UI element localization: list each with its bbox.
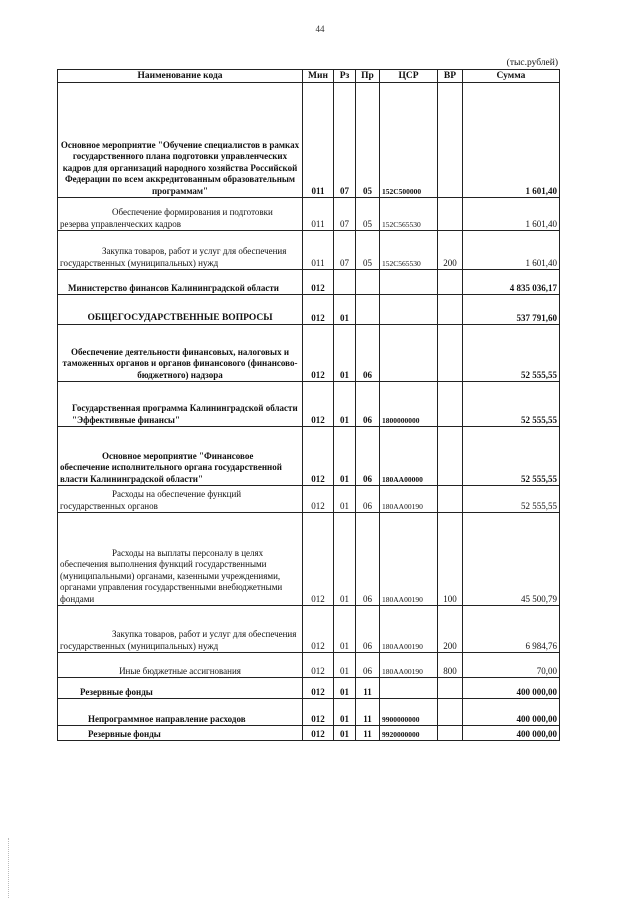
row-vr [438,382,463,427]
row-vr: 800 [438,653,463,678]
header-name: Наименование кода [58,70,303,83]
row-name: Иные бюджетные ассигнования [58,653,303,678]
budget-table [57,69,560,741]
table-row [58,678,560,699]
row-vr: 200 [438,231,463,270]
row-min: 012 [303,678,334,699]
row-name: Обеспечение деятельности финансовых, налоговых и таможенных органов и органов финансового (финансово-бюджетного) надзора [58,325,303,382]
row-rz: 01 [334,513,356,606]
row-csr: 9900000000 [380,699,438,726]
row-pr: 06 [356,606,380,653]
row-name: Государственная программа Калининградской области "Эффективные финансы" [58,382,303,427]
header-sum: Сумма [463,70,560,83]
row-csr: 180АА00190 [380,606,438,653]
header-rz: Рз [334,70,356,83]
row-min: 011 [303,231,334,270]
row-vr [438,295,463,325]
row-vr [438,486,463,513]
table-row [58,486,560,513]
row-rz: 01 [334,486,356,513]
row-vr [438,699,463,726]
table-row [58,325,560,382]
row-rz: 01 [334,325,356,382]
row-rz: 01 [334,726,356,741]
row-sum: 45 500,79 [463,513,560,606]
row-vr [438,678,463,699]
header-row [58,70,560,83]
row-sum: 1 601,40 [463,231,560,270]
row-csr: 152C500000 [380,83,438,198]
units-label: (тыс.рублей) [506,58,558,68]
row-vr [438,83,463,198]
row-min: 012 [303,726,334,741]
table-row [58,427,560,486]
row-name: Закупка товаров, работ и услуг для обеспечения государственных (муниципальных) нужд [58,231,303,270]
row-sum: 1 601,40 [463,198,560,231]
table-row [58,231,560,270]
table-row [58,653,560,678]
table-row [58,606,560,653]
row-csr [380,325,438,382]
row-csr: 180АА00190 [380,653,438,678]
row-rz: 01 [334,427,356,486]
row-name: Непрограммное направление расходов [58,699,303,726]
row-csr: 9920000000 [380,726,438,741]
table-row [58,83,560,198]
row-name: Расходы на выплаты персоналу в целях обеспечения выполнения функций государственными (муниципальными) органами, казенными учреждениями, органами управления государственными внебюджетными фондами [58,513,303,606]
row-sum: 1 601,40 [463,83,560,198]
header-csr: ЦСР [380,70,438,83]
row-min: 012 [303,606,334,653]
row-sum: 400 000,00 [463,726,560,741]
row-pr: 06 [356,427,380,486]
row-min: 011 [303,83,334,198]
row-sum: 52 555,55 [463,427,560,486]
row-pr [356,270,380,295]
row-pr: 05 [356,83,380,198]
row-pr: 06 [356,325,380,382]
row-csr [380,270,438,295]
table-row [58,382,560,427]
row-name: ОБЩЕГОСУДАРСТВЕННЫЕ ВОПРОСЫ [58,295,303,325]
row-name: Резервные фонды [58,726,303,741]
row-vr [438,427,463,486]
page-number: 44 [315,24,325,34]
row-min: 012 [303,382,334,427]
table-row [58,513,560,606]
row-sum: 52 555,55 [463,325,560,382]
row-rz: 07 [334,198,356,231]
row-name: Основное мероприятие "Финансовое обеспечение исполнительного органа государственной власти Калининградской области" [58,427,303,486]
row-pr: 05 [356,231,380,270]
row-vr [438,325,463,382]
row-sum: 4 835 036,17 [463,270,560,295]
row-sum: 52 555,55 [463,486,560,513]
row-min: 012 [303,270,334,295]
row-csr [380,678,438,699]
row-pr: 05 [356,198,380,231]
table-row [58,270,560,295]
row-min: 012 [303,486,334,513]
table-row [58,198,560,231]
row-csr: 180АА00190 [380,513,438,606]
row-name: Основное мероприятие "Обучение специалистов в рамках государственного плана подготовки управленческих кадров для организаций народного хозяйства Российской Федерации по всем аккредитованным образовательным программам" [58,83,303,198]
row-pr: 11 [356,699,380,726]
row-pr: 11 [356,726,380,741]
row-pr: 06 [356,513,380,606]
row-name: Закупка товаров, работ и услуг для обеспечения государственных (муниципальных) нужд [58,606,303,653]
row-csr: 180АА00000 [380,427,438,486]
row-vr: 200 [438,606,463,653]
row-pr: 06 [356,382,380,427]
row-rz: 01 [334,382,356,427]
row-min: 012 [303,653,334,678]
row-rz: 01 [334,606,356,653]
scan-edge-mark [8,838,10,898]
header-pr: Пр [356,70,380,83]
row-name: Расходы на обеспечение функций государственных органов [58,486,303,513]
row-name: Резервные фонды [58,678,303,699]
table-row [58,726,560,741]
row-rz: 01 [334,653,356,678]
row-vr: 100 [438,513,463,606]
row-csr: 1800000000 [380,382,438,427]
row-rz [334,270,356,295]
row-min: 012 [303,427,334,486]
row-vr [438,726,463,741]
header-vr: ВР [438,70,463,83]
row-sum: 6 984,76 [463,606,560,653]
row-rz: 01 [334,678,356,699]
row-pr [356,295,380,325]
row-sum: 400 000,00 [463,699,560,726]
row-vr [438,198,463,231]
row-min: 012 [303,513,334,606]
row-csr [380,295,438,325]
row-pr: 11 [356,678,380,699]
row-csr: 152C565530 [380,198,438,231]
header-min: Мин [303,70,334,83]
row-rz: 01 [334,295,356,325]
row-vr [438,270,463,295]
row-rz: 01 [334,699,356,726]
row-csr: 180АА00190 [380,486,438,513]
table-row [58,295,560,325]
row-pr: 06 [356,486,380,513]
row-rz: 07 [334,83,356,198]
row-rz: 07 [334,231,356,270]
row-min: 011 [303,198,334,231]
table-row [58,699,560,726]
row-name: Обеспечение формирования и подготовки резерва управленческих кадров [58,198,303,231]
row-name: Министерство финансов Калининградской области [58,270,303,295]
row-sum: 537 791,60 [463,295,560,325]
row-csr: 152C565530 [380,231,438,270]
row-pr: 06 [356,653,380,678]
row-min: 012 [303,295,334,325]
row-sum: 52 555,55 [463,382,560,427]
row-sum: 400 000,00 [463,678,560,699]
row-min: 012 [303,325,334,382]
row-sum: 70,00 [463,653,560,678]
row-min: 012 [303,699,334,726]
